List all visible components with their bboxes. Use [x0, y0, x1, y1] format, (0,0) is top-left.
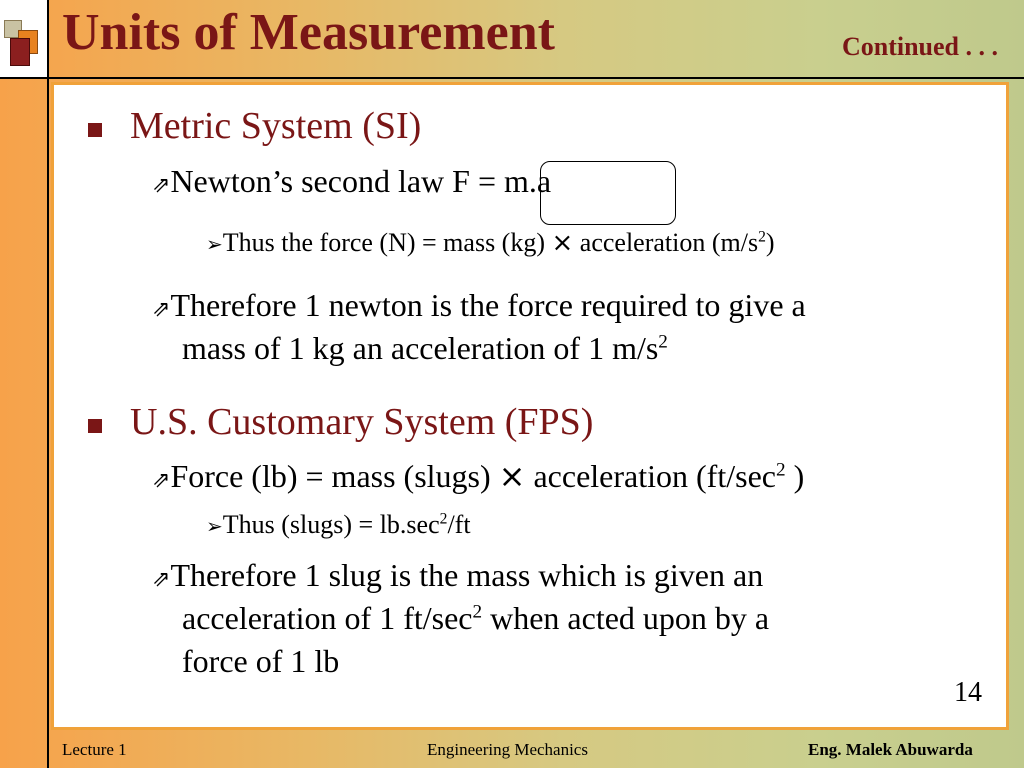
item-therefore-slug	[152, 557, 763, 594]
therefore-newton-line2	[182, 330, 668, 367]
therefore-newton-line1: Therefore 1 newton is the force required to give a	[170, 287, 806, 323]
item-fps-force	[152, 457, 804, 495]
outline-arrow-icon: ⇗	[152, 297, 171, 322]
fps-close-paren: )	[785, 458, 805, 494]
slide-logo	[0, 0, 48, 78]
outline-arrow-icon: ⇗	[152, 173, 171, 198]
horizontal-divider	[0, 77, 1024, 79]
superscript-2: 2	[439, 510, 448, 528]
content-panel	[51, 82, 1009, 730]
superscript-2: 2	[775, 459, 786, 481]
close-paren: )	[765, 228, 775, 257]
superscript-2: 2	[658, 331, 668, 353]
slugs-text-a: Thus (slugs) = lb.sec	[222, 510, 440, 539]
superscript-2: 2	[472, 601, 483, 623]
vertical-divider	[47, 0, 49, 768]
footer-center: Engineering Mechanics	[427, 740, 588, 759]
slugs-text-b: /ft	[447, 510, 471, 539]
therefore-slug-line2-b: when acted upon by a	[482, 600, 770, 636]
item-therefore-newton	[152, 287, 806, 324]
heading-metric-system: Metric System (SI)	[130, 105, 422, 147]
heading-us-customary: U.S. Customary System (FPS)	[130, 401, 594, 443]
outline-arrow-icon: ⇗	[152, 468, 171, 493]
therefore-slug-line3: force of 1 lb	[182, 643, 340, 679]
bullet-square-metric	[88, 123, 102, 137]
slide-title: Units of Measurement	[62, 4, 555, 61]
newton-law-label: Newton’s second law	[170, 163, 445, 199]
pointer-arrow-icon: ➢	[206, 514, 223, 538]
sub-item-slugs	[206, 510, 471, 540]
therefore-slug-line1: Therefore 1 slug is the mass which is given an	[170, 557, 764, 593]
continued-label: Continued . . .	[841, 32, 998, 61]
newton-formula: F = m.a	[452, 163, 552, 199]
pointer-arrow-icon: ➢	[206, 232, 223, 256]
formula-highlight-box	[540, 161, 676, 225]
fps-force-text-b: acceleration (ft/sec	[525, 458, 776, 494]
logo-square-maroon	[10, 38, 30, 66]
force-units-text-b: acceleration (m/s	[573, 228, 759, 257]
superscript-2: 2	[758, 228, 766, 246]
force-units-text-a: Thus the force (N) = mass (kg)	[222, 228, 552, 257]
sub-item-force-units	[206, 228, 775, 258]
page-number: 14	[954, 677, 982, 708]
bullet-square-us	[88, 419, 102, 433]
item-newton-law	[152, 163, 551, 200]
times-symbol: ×	[498, 457, 526, 495]
times-symbol: ×	[551, 228, 574, 258]
therefore-newton-line2-text: mass of 1 kg an acceleration of 1 m/s	[182, 330, 659, 366]
fps-force-text-a: Force (lb) = mass (slugs)	[170, 458, 499, 494]
therefore-slug-line2	[182, 600, 769, 637]
outline-arrow-icon: ⇗	[152, 567, 171, 592]
therefore-slug-line2-a: acceleration of 1 ft/sec	[182, 600, 473, 636]
footer-left: Lecture 1	[62, 740, 127, 759]
footer-right: Eng. Malek Abuwarda	[808, 740, 973, 759]
